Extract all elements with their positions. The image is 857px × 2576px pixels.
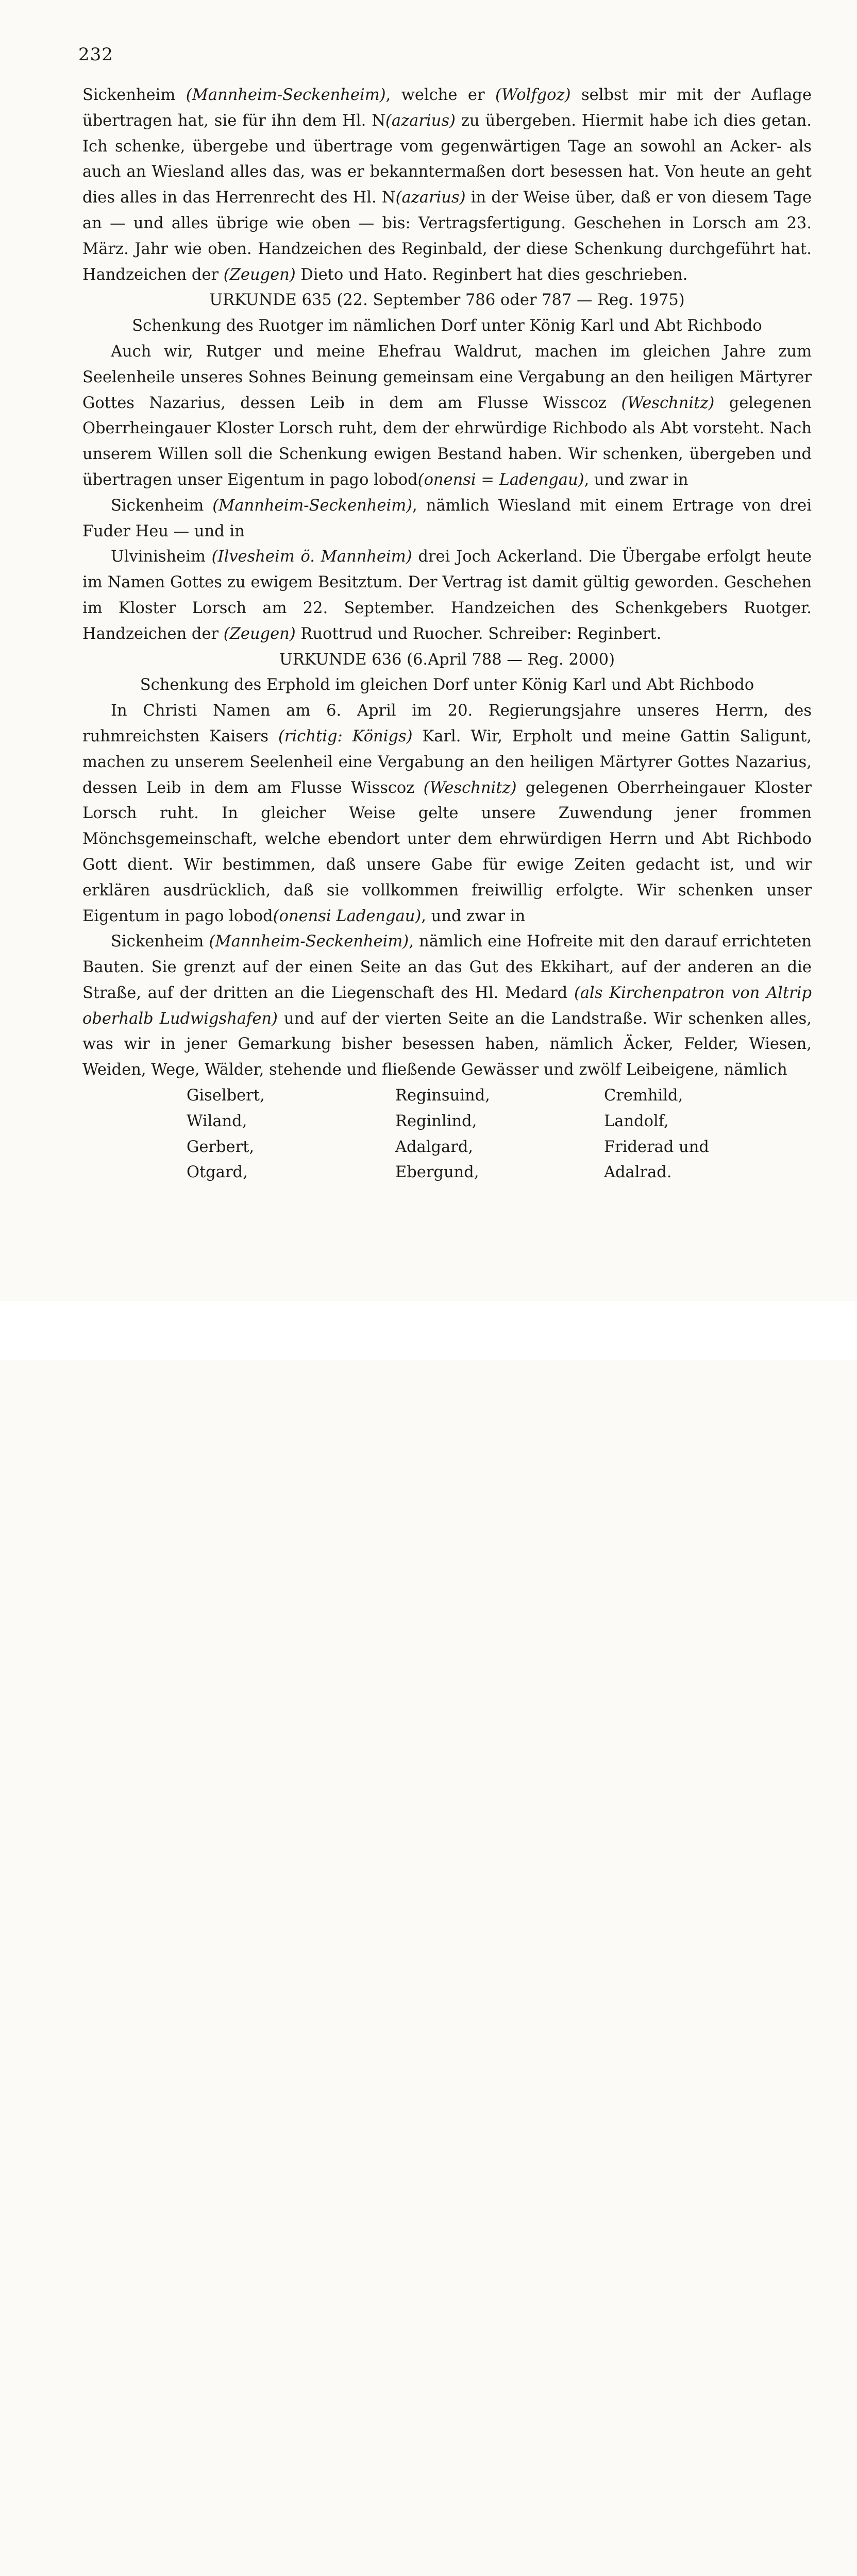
italic-annotation: (azarius) — [395, 189, 466, 207]
name-item: Reginlind, — [395, 1112, 477, 1130]
italic-annotation: (azarius) — [385, 111, 456, 130]
name-item: Otgard, — [187, 1163, 248, 1182]
urkunde-635-paragraph: Sickenheim (Mannheim-Seckenheim), nämlich Wiesland mit einem Ertrage von drei Fuder Heu — und in — [82, 496, 812, 540]
urkunde-635-heading: URKUNDE 635 (22. September 786 oder 787 — Reg. 1975) — [209, 291, 685, 310]
name-item: Friderad und — [604, 1138, 709, 1156]
italic-annotation: (als Kirchenpatron von Altrip oberhalb Ludwigshafen) — [82, 984, 812, 1028]
urkunde-636-subheading: Schenkung des Erphold im gleichen Dorf unter König Karl und Abt Richbodo — [140, 676, 754, 694]
paragraph-continuation: Sickenheim (Mannheim-Seckenheim), welche er (Wolfgoz) selbst mir mit der Auflage übertragen hat, sie für ihn dem Hl. N(azarius) zu übergeben. Hiermit habe ich dies getan. Ich schenke, übergebe und übertrage vom gegenwärtigen Tage an sowohl an Acker- als auch an Wiesland alles das, was er bekanntermaßen dort besessen hat. Von heute an geht dies alles in das Herrenrecht des Hl. N(azarius) in der Weise über, daß er von diesem Tage an — und alles übrige wie oben — bis: Vertragsfertigung. Geschehen in Lorsch am 23. März. Jahr wie oben. Handzeichen des Reginbald, der diese Schenkung durchgeführt hat. Handzeichen der (Zeugen) Dieto und Hato. Reginbert hat dies geschrieben. — [82, 86, 812, 284]
italic-annotation: (richtig: Königs) — [278, 727, 413, 745]
urkunde-636-paragraph: In Christi Namen am 6. April im 20. Regierungsjahre unseres Herrn, des ruhmreichsten Kaisers (richtig: Königs) Karl. Wir, Erpholt und meine Gattin Saligunt, machen zu unserem Seelenheil eine Vergabung an den heiligen Märtyrer Gottes Nazarius, dessen Leib in dem am Flusse Wisscoz (Weschnitz) gelegenen Oberrheingauer Kloster Lorsch ruht. In gleicher Weise gelte unsere Zuwendung jener frommen Mönchsgemeinschaft, welche ebendort unter dem ehrwürdigen Herrn und Abt Richbodo Gott dient. Wir bestimmen, daß unsere Gabe für ewige Zeiten gedacht ist, und wir erklären ausdrücklich, daß sie vollkommen freiwillig erfolgte. Wir schenken unser Eigentum in pago lobod(onensi Ladengau), und zwar in — [82, 702, 812, 925]
name-item: Adalgard, — [395, 1138, 473, 1156]
italic-annotation: (onensi Ladengau) — [273, 907, 422, 925]
italic-annotation: (onensi = Ladengau) — [417, 470, 584, 489]
name-item: Gerbert, — [187, 1138, 255, 1156]
name-item: Adalrad. — [604, 1163, 672, 1182]
urkunde-635-subheading: Schenkung des Ruotger im nämlichen Dorf unter König Karl und Abt Richbodo — [132, 317, 762, 335]
italic-annotation: (Wolfgoz) — [495, 86, 571, 104]
italic-annotation: (Mannheim-Seckenheim) — [209, 933, 409, 951]
italic-annotation: (Weschnitz) — [621, 394, 715, 412]
name-item: Landolf, — [604, 1112, 669, 1130]
name-item: Giselbert, — [187, 1087, 265, 1105]
footer-bar — [0, 1301, 857, 1360]
italic-annotation: (Mannheim-Seckenheim) — [186, 86, 386, 104]
names-list — [187, 1083, 812, 1185]
urkunde-635-paragraph: Auch wir, Rutger und meine Ehefrau Waldrut, machen im gleichen Jahre zum Seelenheile unseres Sohnes Beinung gemeinsam eine Vergabung an den heiligen Märtyrer Gottes Nazarius, dessen Leib in dem am Flusse Wisscoz (Weschnitz) gelegenen Oberrheingauer Kloster Lorsch ruht, dem der ehrwürdige Richbodo als Abt vorsteht. Nach unserem Willen soll die Schenkung ewigen Bestand haben. Wir schenken, übergeben und übertragen unser Eigentum in pago lobod(onensi = Ladengau), und zwar in — [82, 342, 812, 489]
italic-annotation: (Mannheim-Seckenheim) — [212, 496, 413, 515]
text-block — [82, 82, 812, 1185]
italic-annotation: (Weschnitz) — [423, 778, 517, 797]
name-item: Ebergund, — [395, 1163, 479, 1182]
urkunde-636-heading: URKUNDE 636 (6.April 788 — Reg. 2000) — [279, 650, 615, 669]
name-item: Cremhild, — [604, 1087, 683, 1105]
italic-annotation: (Ilvesheim ö. Mannheim) — [211, 548, 412, 566]
page-number: 232 — [78, 44, 113, 65]
name-item: Wiland, — [187, 1112, 247, 1130]
urkunde-636-paragraph: Sickenheim (Mannheim-Seckenheim), nämlich eine Hofreite mit den darauf errichteten Bauten. Sie grenzt auf der einen Seite an das Gut des Ekkihart, auf der anderen an die Straße, auf der dritten an die Liegenschaft des Hl. Medard (als Kirchenpatron von Altrip oberhalb Ludwigshafen) und auf der vierten Seite an die Landstraße. Wir schenken alles, was wir in jener Gemarkung bisher besessen haben, nämlich Äcker, Felder, Wiesen, Weiden, Wege, Wälder, stehende und fließende Gewässer und zwölf Leibeigene, nämlich — [82, 933, 812, 1079]
urkunde-635-paragraph: Ulvinisheim (Ilvesheim ö. Mannheim) drei Joch Ackerland. Die Übergabe erfolgt heute im Namen Gottes zu ewigem Besitztum. Der Vertrag ist damit gültig geworden. Geschehen im Kloster Lorsch am 22. September. Handzeichen des Schenkgebers Ruotger. Handzeichen der (Zeugen) Ruottrud und Ruocher. Schreiber: Reginbert. — [82, 548, 812, 643]
italic-annotation: (Zeugen) — [223, 265, 296, 284]
name-item: Reginsuind, — [395, 1087, 490, 1105]
italic-annotation: (Zeugen) — [223, 624, 296, 643]
